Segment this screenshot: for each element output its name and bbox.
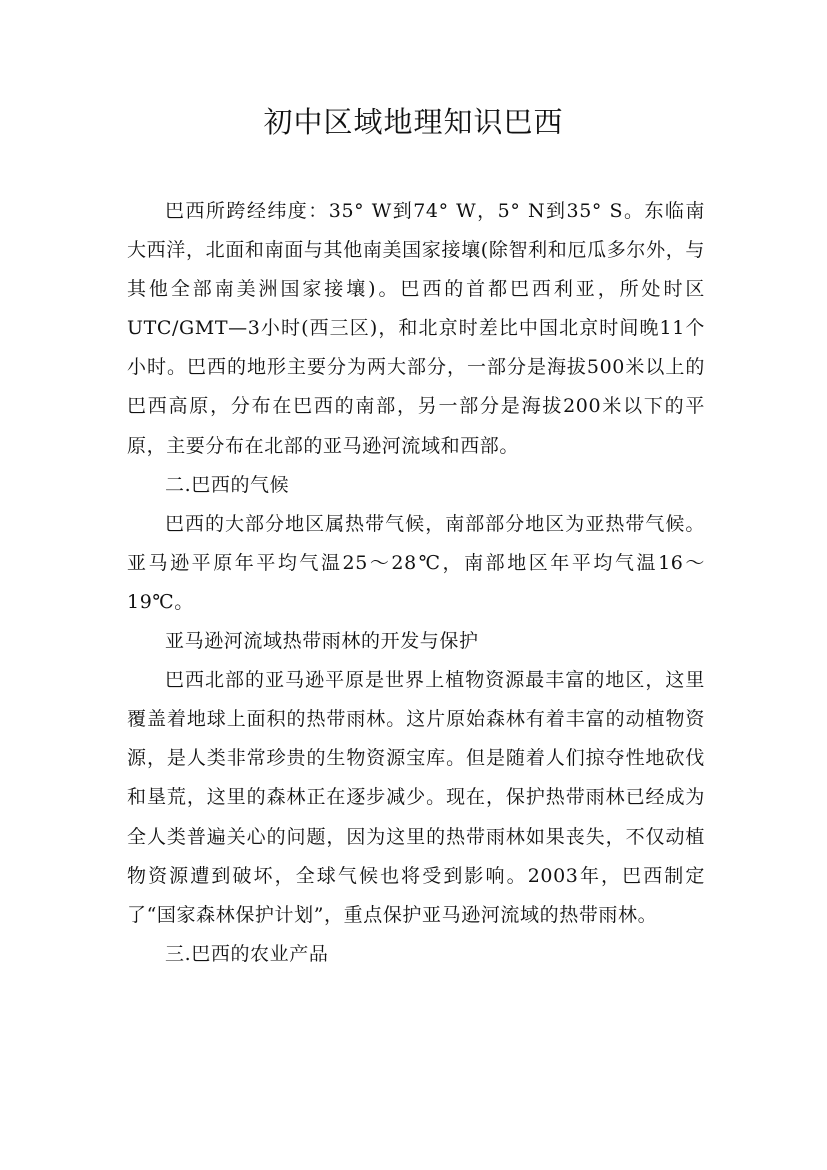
section-heading-agriculture: 三.巴西的农业产品 xyxy=(165,942,329,965)
paragraph-rainforest: 巴西北部的亚马逊平原是世界上植物资源最丰富的地区，这里覆盖着地球上面积的热带雨林。这片原始森林有着丰富的动植物资源，是人类非常珍贵的生物资源宝库。但是随着人们掠夺性地砍伐和垦荒，这里的森林正在逐步减少。现在，保护热带雨林已经成为全人类普遍关心的问题，因为这里的热带雨林如果丧失，不仅动植物资源遭到破坏，全球气候也将受到影响。2003年，巴西制定了“国家森林保护计划”，重点保护亚马逊河流域的热带雨林。 xyxy=(127,669,705,926)
section-heading-rainforest: 亚马逊河流域热带雨林的开发与保护 xyxy=(165,630,479,653)
document-body xyxy=(127,192,705,974)
paragraph-location: 巴西所跨经纬度：35° W到74° W，5° N到35° S。东临南大西洋，北面和南面与其他南美国家接壤(除智利和厄瓜多尔外，与其他全部南美洲国家接壤)。巴西的首都巴西利亚，所处时区UTC/GMT—3小时(西三区)，和北京时差比中国北京时间晚11个小时。巴西的地形主要分为两大部分，一部分是海拔500米以上的巴西高原，分布在巴西的南部，另一部分是海拔200米以下的平原，主要分布在北部的亚马逊河流域和西部。 xyxy=(127,200,705,457)
document-title: 初中区域地理知识巴西 xyxy=(263,105,564,139)
paragraph-climate: 巴西的大部分地区属热带气候，南部部分地区为亚热带气候。亚马逊平原年平均气温25～28℃，南部地区年平均气温16～19℃。 xyxy=(127,512,705,613)
section-heading-climate: 二.巴西的气候 xyxy=(165,473,290,496)
